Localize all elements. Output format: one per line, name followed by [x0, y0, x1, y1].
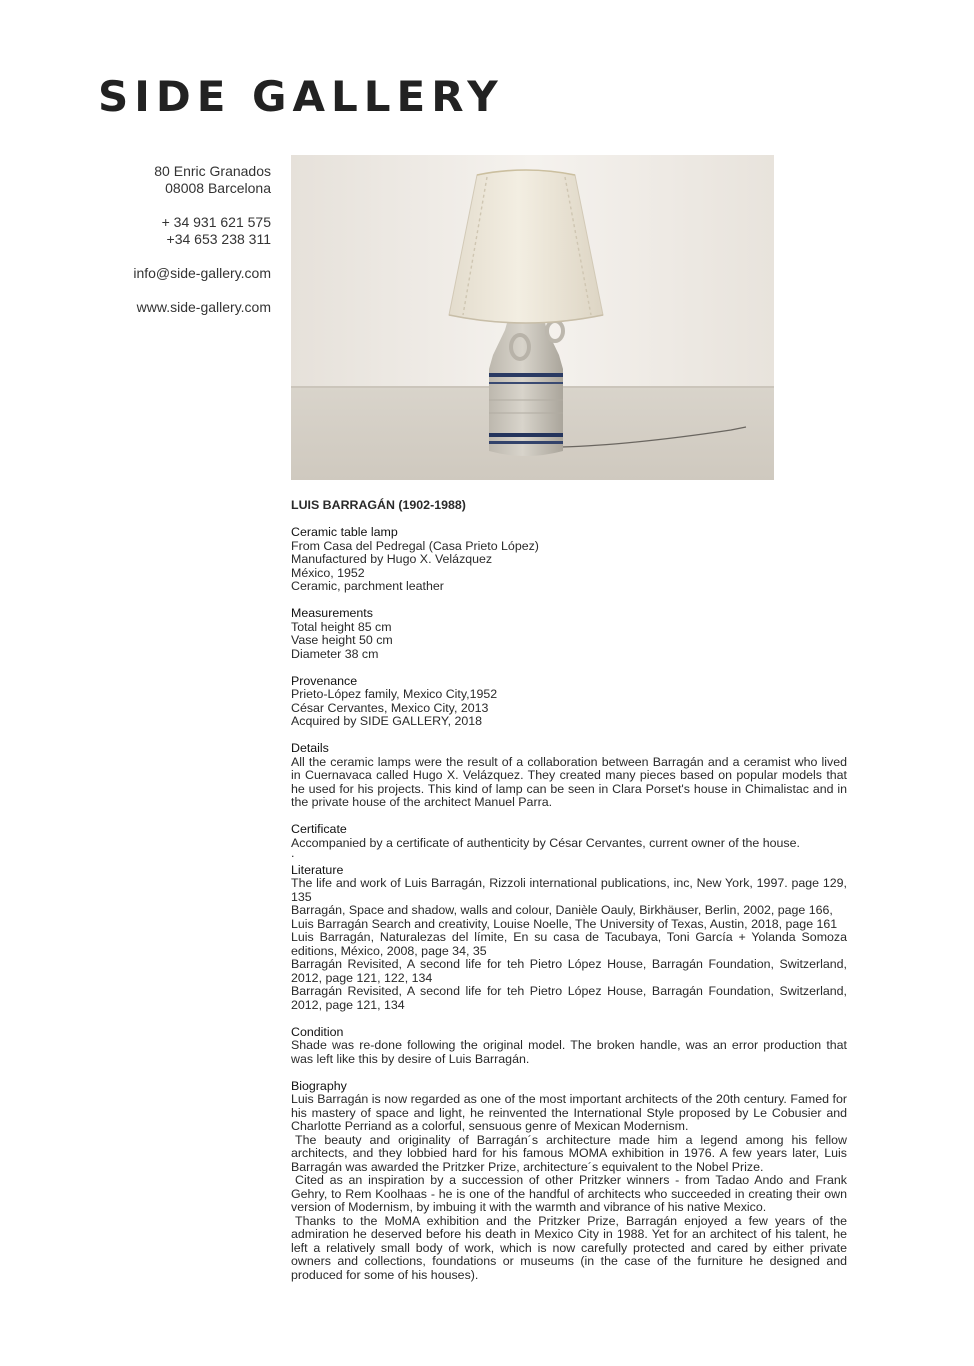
ceramic-lamp-image	[291, 155, 774, 480]
contact-block	[90, 163, 271, 316]
biography-paragraph: Cited as an inspiration by a succession of other Pritzker winners - from Tadao Ando and Frank Gehry, to Rem Koolhaas - he is one of the handful of architects who succeeded in creating their own version of Modernism, by imbuing it with the warmth and vibrance of his native Mexico.	[291, 1173, 847, 1214]
measurement-line: Total height 85 cm	[291, 619, 392, 634]
literature-item: Luis Barragán Search and creativity, Louise Noelle, The University of Texas, Austin, 2018, page 161	[291, 916, 838, 931]
certificate-section	[291, 823, 847, 850]
details-text: All the ceramic lamps were the result of a collaboration between Barragán and a ceramist who lived in Cuernavaca called Hugo X. Velázquez. They created many pieces based on popular models that he used for his projects. This kind of lamp can be seen in Clara Porset's house in Chimalistac and in the private house of the architect Manuel Parra.	[291, 754, 847, 809]
provenance-section	[291, 675, 847, 729]
literature-heading: Literature	[291, 862, 344, 877]
literature-item: Barragán Revisited, A second life for teh Pietro López House, Barragán Foundation, Switzerland, 2012, page 121, 122, 134	[291, 957, 847, 985]
provenance-heading: Provenance	[291, 673, 358, 688]
biography-paragraph: Luis Barragán is now regarded as one of the most important architects of the 20th century. Famed for his mastery of space and light, he reinvented the International Style proposed by Le Cobusier and Charlotte Perriand as a colorful, sensuous genre of Mexican Modernism.	[291, 1092, 847, 1133]
object-line: From Casa del Pedregal (Casa Prieto López)	[291, 538, 539, 553]
phone-1[interactable]: + 34 931 621 575	[161, 214, 271, 230]
object-title: Ceramic table lamp	[291, 525, 398, 539]
biography-paragraph: The beauty and originality of Barragán´s architecture made him a legend among his fellow architects, and they lobbied hard for his famous MOMA exhibition in 1976. A few years later, Luis Barragán was awarded the Pritzker Prize, architecture´s equivalent to the Nobel Prize.	[291, 1132, 847, 1174]
artist-title: LUIS BARRAGÁN (1902-1988)	[291, 498, 466, 512]
phone-2[interactable]: +34 653 238 311	[166, 231, 271, 247]
certificate-text: Accompanied by a certificate of authenticity by César Cervantes, current owner of the house.	[291, 835, 800, 850]
certificate-heading: Certificate	[291, 822, 347, 836]
separator-dot: .	[291, 846, 295, 860]
object-section	[291, 526, 847, 594]
literature-item: The life and work of Luis Barragán, Rizzoli international publications, inc, New York, 1997. page 129, 135	[291, 876, 847, 904]
biography-paragraph: Thanks to the MoMA exhibition and the Pritzker Prize, Barragán enjoyed a few years of the admiration he deserved before his death in Mexico City in 1988. Yet for an architect of his talent, he left a relatively small body of work, which is now carefully protected and cared by either private owners and collections, foundations or museums (in the case of the furniture he designed and produced for some of his houses).	[291, 1213, 847, 1282]
literature-item: Barragán Revisited, A second life for teh Pietro López House, Barragán Foundation, Switzerland, 2012, page 121, 134	[291, 984, 847, 1012]
literature-section	[291, 864, 847, 1013]
email-link[interactable]: info@side-gallery.com	[133, 265, 271, 281]
condition-section	[291, 1026, 847, 1067]
provenance-line: César Cervantes, Mexico City, 2013	[291, 700, 489, 715]
object-line: Manufactured by Hugo X. Velázquez	[291, 552, 493, 566]
website-link[interactable]: www.side-gallery.com	[136, 299, 271, 315]
lamp-photo	[291, 155, 774, 480]
description	[291, 499, 847, 1296]
literature-item: Luis Barragán, Naturalezas del límite, En su casa de Tacubaya, Toni García + Yolanda Somoza editions, México, 2008, page 34, 35	[291, 930, 847, 958]
address-line-1: 80 Enric Granados	[154, 163, 271, 179]
biography-heading: Biography	[291, 1078, 347, 1093]
object-line: Ceramic, parchment leather	[291, 579, 444, 593]
measurements-heading: Measurements	[291, 606, 373, 620]
condition-heading: Condition	[291, 1024, 344, 1039]
provenance-line: Prieto-López family, Mexico City,1952	[291, 687, 498, 701]
biography-section	[291, 1080, 847, 1283]
measurement-line: Diameter 38 cm	[291, 646, 379, 661]
provenance-line: Acquired by SIDE GALLERY, 2018	[291, 714, 483, 728]
literature-item: Barragán, Space and shadow, walls and colour, Danièle Oauly, Birkhäuser, Berlin, 2002, page 166,	[291, 903, 833, 917]
details-section	[291, 742, 847, 810]
address-line-2: 08008 Barcelona	[165, 180, 271, 196]
condition-text: Shade was re-done following the original model. The broken handle, was an error production that was left like this by desire of Luis Barragán.	[291, 1038, 847, 1066]
details-heading: Details	[291, 741, 329, 755]
gallery-logo: SIDE GALLERY	[98, 72, 504, 121]
measurements-section	[291, 607, 847, 661]
measurement-line: Vase height 50 cm	[291, 633, 393, 647]
object-line: México, 1952	[291, 565, 365, 580]
